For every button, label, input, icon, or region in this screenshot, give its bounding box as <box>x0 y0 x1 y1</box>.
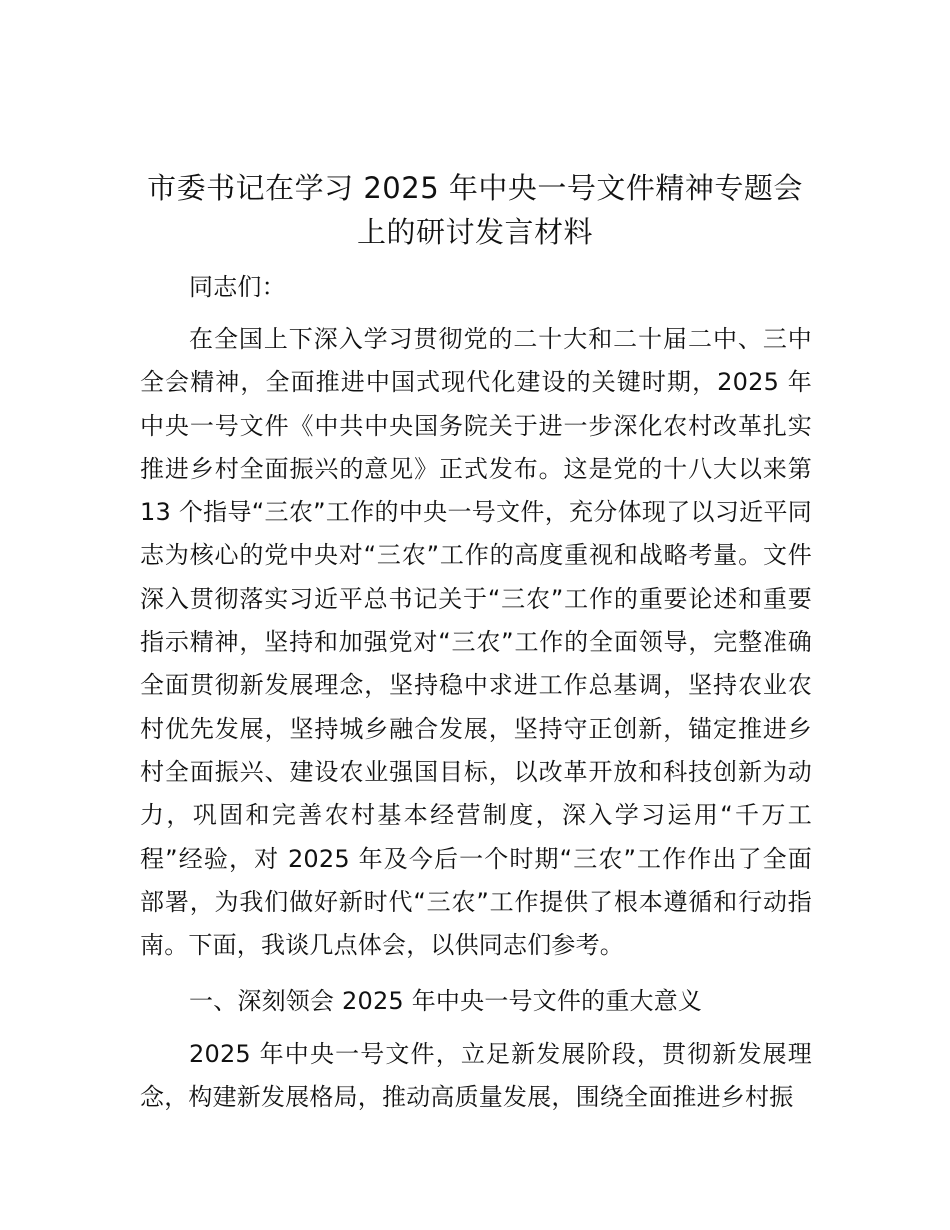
paragraph-1: 在全国上下深入学习贯彻党的二十大和二十届二中、三中全会精神，全面推进中国式现代化建设的关键时期，2025 年中央一号文件《中共中央国务院关于进一步深化农村改革扎实推进乡村全面振兴的意见》正式发布。这是党的十八大以来第 13 个指导“三农”工作的中央一号文件，充分体现了以习近平同志为核心的党中央对“三农”工作的高度重视和战略考量。文件深入贯彻落实习近平总书记关于“三农”工作的重要论述和重要指示精神，坚持和加强党对“三农”工作的全面领导，完整准确全面贯彻新发展理念，坚持稳中求进工作总基调，坚持农业农村优先发展，坚持城乡融合发展，坚持守正创新，锚定推进乡村全面振兴、建设农业强国目标，以改革开放和科技创新为动力，巩固和完善农村基本经营制度，深入学习运用“千万工程”经验，对 2025 年及今后一个时期“三农”工作作出了全面部署，为我们做好新时代“三农”工作提供了根本遵循和行动指南。下面，我谈几点体会，以供同志们参考。 <box>140 325 812 960</box>
paragraph-2: 2025 年中央一号文件，立足新发展阶段，贯彻新发展理念，构建新发展格局，推动高质量发展，围绕全面推进乡村振 <box>140 1040 812 1112</box>
document-title: 市委书记在学习 2025 年中央一号文件精神专题会上的研讨发言材料 <box>147 171 803 249</box>
section-heading-1: 一、深刻领会 2025 年中央一号文件的重大意义 <box>189 987 703 1015</box>
salutation: 同志们： <box>189 273 286 301</box>
